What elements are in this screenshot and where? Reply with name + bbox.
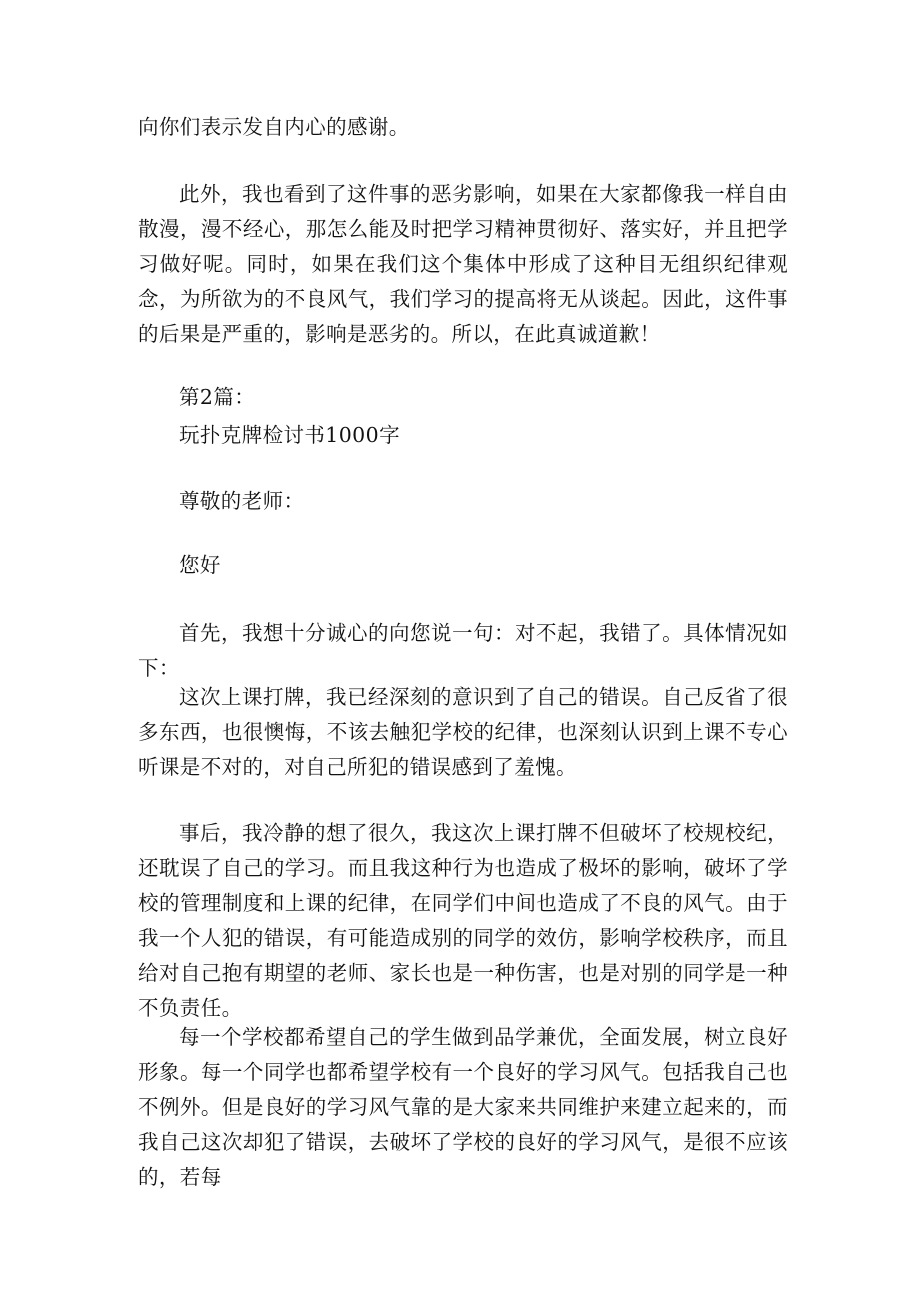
section-title: 玩扑克牌检讨书1000字 bbox=[179, 423, 400, 447]
paragraph-opening: 首先，我想十分诚心的向您说一句：对不起，我错了。具体情况如下： bbox=[138, 621, 788, 680]
paragraph-school: 每一个学校都希望自己的学生做到品学兼优，全面发展，树立良好形象。每一个同学也都希望学校有一个良好的学习风气。包括我自己也不例外。但是良好的学习风气靠的是大家来共同维护来建立起来的，而我自己这次却犯了错误，去破坏了学校的良好的学习风气，是很不应该的，若每 bbox=[138, 1025, 788, 1189]
salutation: 尊敬的老师： bbox=[179, 489, 305, 513]
greeting: 您好 bbox=[179, 553, 221, 577]
paragraph-impact: 此外，我也看到了这件事的恶劣影响，如果在大家都像我一样自由散漫，漫不经心，那怎么能及时把学习精神贯彻好、落实好，并且把学习做好呢。同时，如果在我们这个集体中形成了这种目无组织纪律观念，为所欲为的不良风气，我们学习的提高将无从谈起。因此，这件事的后果是严重的，影响是恶劣的。所以，在此真诚道歉！ bbox=[138, 182, 788, 346]
paragraph-consequence: 事后，我冷静的想了很久，我这次上课打牌不但破坏了校规校纪，还耽误了自己的学习。而且我这种行为也造成了极坏的影响，破坏了学校的管理制度和上课的纪律，在同学们中间也造成了不良的风气。由于我一个人犯的错误，有可能造成别的同学的效仿，影响学校秩序，而且给对自己抱有期望的老师、家长也是一种伤害，也是对别的同学是一种不负责任。 bbox=[138, 821, 788, 1020]
section-label: 第2篇： bbox=[179, 385, 256, 409]
paragraph-reflection: 这次上课打牌，我已经深刻的意识到了自己的错误。自己反省了很多东西，也很懊悔，不该去触犯学校的纪律，也深刻认识到上课不专心听课是不对的，对自己所犯的错误感到了羞愧。 bbox=[138, 685, 788, 779]
paragraph-intro-end: 向你们表示发自内心的感谢。 bbox=[138, 115, 410, 139]
